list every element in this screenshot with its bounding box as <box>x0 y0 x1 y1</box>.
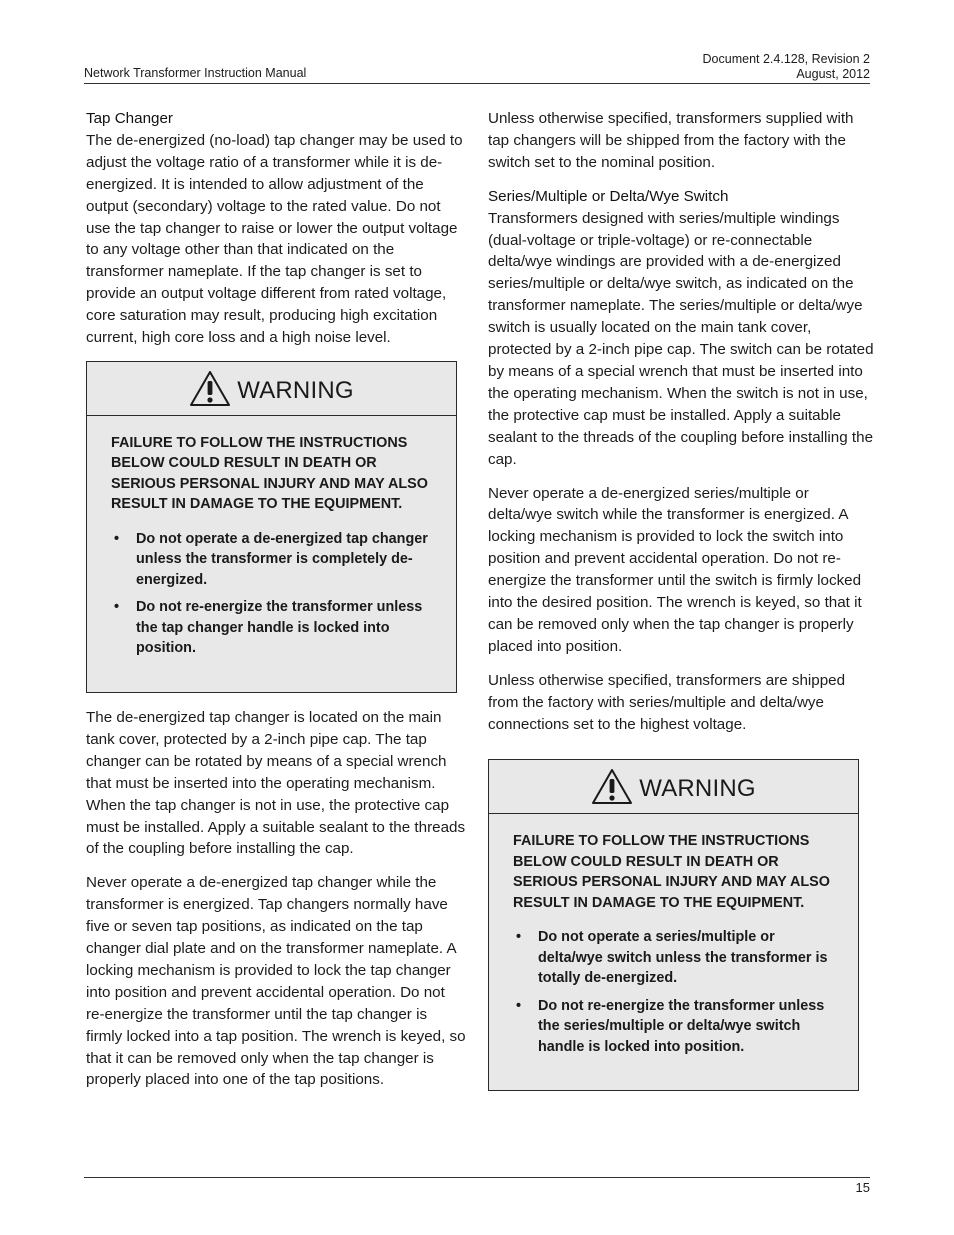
warning-triangle-icon <box>591 768 633 805</box>
tap-changer-intro: The de-energized (no-load) tap changer may be used to adjust the voltage ratio of a transformer while it is de-energized. It is intended to allow adjustment of the output (secondary) voltage to the rated value. Do not use the tap changer to raise or lower the output voltage to any voltage other than that indicated on the transformer nameplate. If the tap changer is set to provide an output voltage different from rated voltage, core saturation may result, producing high excitation current, high core loss and a high noise level. <box>86 131 463 347</box>
tap-changer-location-paragraph: The de-energized tap changer is located on the main tank cover, protected by a 2-inch pipe cap. The tap changer can be rotated by means of a special wrench that must be inserted into the operating mechanism. When the tap changer is not in use, the protective cap must be installed. Apply a suitable sealant to the threads of the coupling before installing the cap. <box>86 708 466 858</box>
warning-caution-text: FAILURE TO FOLLOW THE INSTRUCTIONS BELOW COULD RESULT IN DEATH OR SERIOUS PERSONAL INJURY AND MAY ALSO RESULT IN DAMAGE TO THE EQUIPMENT. <box>111 434 428 513</box>
warning-bullet: • Do not re-energize the transformer unless the series/multiple or delta/wye switch handle is locked into position. <box>513 996 836 1058</box>
warning-title: WARNING <box>639 775 756 803</box>
header-rule <box>84 83 870 84</box>
tap-changer-operation-paragraph: Never operate a de-energized tap changer while the transformer is energized. Tap changers normally have five or seven tap positions, as indicated on the tap changer dial plate and on the transformer nameplate. A locking mechanism is provided to lock the tap changer into position and prevent accidental operation. Do not re-energize the transformer until the tap changer is firmly locked into a tap position. The wrench is keyed, so that it can be removed only when the tap changer is properly placed into one of the tap positions. <box>86 874 466 1089</box>
warning-bullet: • Do not re-energize the transformer unless the tap changer handle is locked into position. <box>111 597 434 659</box>
tap-changer-heading: Tap Changer <box>86 110 173 127</box>
warning-triangle-icon <box>189 370 231 407</box>
series-multiple-operation-paragraph: Never operate a de-energized series/multiple or delta/wye switch while the transformer is energized. A locking mechanism is provided to lock the switch into position and prevent accidental operation. Do not re-energize the transformer until the switch is firmly locked into the desired position. The wrench is keyed, so that it can be removed only when the tap changer is properly placed into position. <box>488 484 862 655</box>
right-column <box>488 108 874 1105</box>
series-multiple-heading: Series/Multiple or Delta/Wye Switch <box>488 187 729 205</box>
series-multiple-description: Transformers designed with series/multiple windings (dual-voltage or triple-voltage) or re-connectable delta/wye windings are provided with a de-energized series/multiple or delta/wye switch, as indicated on the transformer nameplate. The series/multiple or delta/wye switch is usually located on the main tank cover, protected by a 2-inch pipe cap. The switch can be rotated by means of a special wrench that must be inserted into the operating mechanism. When the switch is not in use, the protective cap must be installed. Apply a suitable sealant to the threads of the coupling before installing the cap. <box>488 209 874 468</box>
switch-warning-box <box>488 759 859 1091</box>
left-column <box>86 108 466 1103</box>
warning-bullet: • Do not operate a de-energized tap changer unless the transformer is completely de-energized. <box>111 529 434 591</box>
warning-caution-text: FAILURE TO FOLLOW THE INSTRUCTIONS BELOW COULD RESULT IN DEATH OR SERIOUS PERSONAL INJURY AND MAY ALSO RESULT IN DAMAGE TO THE EQUIPMENT. <box>513 833 830 911</box>
series-multiple-shipping-paragraph: Unless otherwise specified, transformers are shipped from the factory with series/multiple and delta/wye connections set to the highest voltage. <box>488 671 846 733</box>
page-number: 15 <box>855 1180 870 1195</box>
document-date: August, 2012 <box>796 67 870 81</box>
warning-header <box>489 760 858 814</box>
warning-title: WARNING <box>237 376 354 404</box>
warning-header <box>87 362 456 416</box>
footer-rule <box>84 1177 870 1178</box>
document-number: Document 2.4.128, Revision 2 <box>702 52 870 66</box>
warning-bullet-list <box>513 927 836 1057</box>
manual-title: Network Transformer Instruction Manual <box>84 66 307 80</box>
document-info <box>703 52 870 82</box>
tap-changer-warning-box <box>86 361 457 693</box>
warning-body <box>489 814 858 1090</box>
warning-bullet-list <box>111 529 434 659</box>
warning-bullet: • Do not operate a series/multiple or delta/wye switch unless the transformer is totally de-energized. <box>513 927 836 989</box>
tap-changer-shipping-paragraph: Unless otherwise specified, transformers supplied with tap changers will be shipped from the factory with the switch set to the nominal position. <box>488 110 854 171</box>
warning-body <box>87 416 456 692</box>
